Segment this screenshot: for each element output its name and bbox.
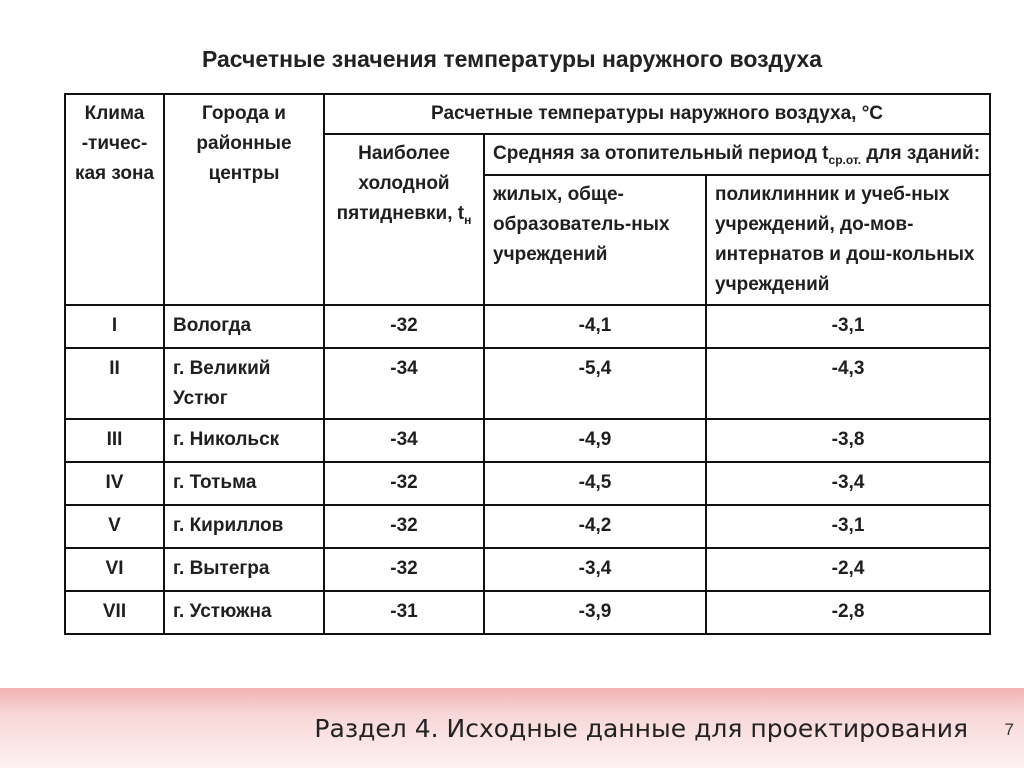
- cell-polyclinic: -2,8: [706, 591, 990, 634]
- table-row: [65, 462, 990, 505]
- header-residential: жилых, обще-образователь-ных учреждений: [484, 175, 706, 305]
- table-row: [65, 305, 990, 348]
- header-average: Средняя за отопительный период $t_{ср.от.}$ для зданий:: [484, 134, 990, 175]
- table-row: [65, 548, 990, 591]
- cell-city: Вологда: [164, 305, 324, 348]
- cell-residential: -3,9: [484, 591, 706, 634]
- cell-polyclinic: -3,1: [706, 505, 990, 548]
- slide-title: Расчетные значения температуры наружного воздуха: [201, 46, 823, 72]
- cell-zone: III: [65, 419, 164, 462]
- cell-residential: -3,4: [484, 548, 706, 591]
- header-group: Расчетные температуры наружного воздуха, °С: [324, 94, 990, 134]
- cell-city: г. Великий Устюг: [164, 348, 324, 419]
- cell-city: г. Тотьма: [164, 462, 324, 505]
- cell-coldest: -32: [324, 305, 484, 348]
- table-header-row-1: [65, 94, 990, 134]
- temperature-table: [64, 93, 991, 635]
- cell-residential: -4,2: [484, 505, 706, 548]
- cell-residential: -4,5: [484, 462, 706, 505]
- cell-polyclinic: -4,3: [706, 348, 990, 419]
- cell-coldest: -31: [324, 591, 484, 634]
- cell-residential: -4,1: [484, 305, 706, 348]
- cell-polyclinic: -2,4: [706, 548, 990, 591]
- header-polyclinic: поликлинник и учеб-ных учреждений, до-мов-интернатов и дош-кольных учреждений: [706, 175, 990, 305]
- cell-zone: I: [65, 305, 164, 348]
- cell-city: г. Вытегра: [164, 548, 324, 591]
- cell-coldest: -32: [324, 505, 484, 548]
- cell-zone: IV: [65, 462, 164, 505]
- header-coldest: Наиболее холодной пятидневки, $t_н$: [324, 134, 484, 305]
- cell-city: г. Устюжна: [164, 591, 324, 634]
- footer-section-title: Раздел 4. Исходные данные для проектирования: [314, 714, 968, 743]
- cell-coldest: -34: [324, 419, 484, 462]
- table-row: [65, 348, 990, 419]
- cell-coldest: -32: [324, 462, 484, 505]
- cell-coldest: -32: [324, 548, 484, 591]
- table-row: [65, 419, 990, 462]
- cell-city: г. Кириллов: [164, 505, 324, 548]
- cell-coldest: -34: [324, 348, 484, 419]
- cell-zone: VII: [65, 591, 164, 634]
- cell-zone: II: [65, 348, 164, 419]
- header-zone: Клима -тичес-кая зона: [65, 94, 164, 305]
- table-row: [65, 505, 990, 548]
- page-number: 7: [1004, 720, 1014, 739]
- cell-polyclinic: -3,8: [706, 419, 990, 462]
- cell-residential: -4,9: [484, 419, 706, 462]
- cell-zone: V: [65, 505, 164, 548]
- header-city: Города и районные центры: [164, 94, 324, 305]
- cell-polyclinic: -3,4: [706, 462, 990, 505]
- cell-zone: VI: [65, 548, 164, 591]
- table-row: [65, 591, 990, 634]
- cell-city: г. Никольск: [164, 419, 324, 462]
- cell-polyclinic: -3,1: [706, 305, 990, 348]
- cell-residential: -5,4: [484, 348, 706, 419]
